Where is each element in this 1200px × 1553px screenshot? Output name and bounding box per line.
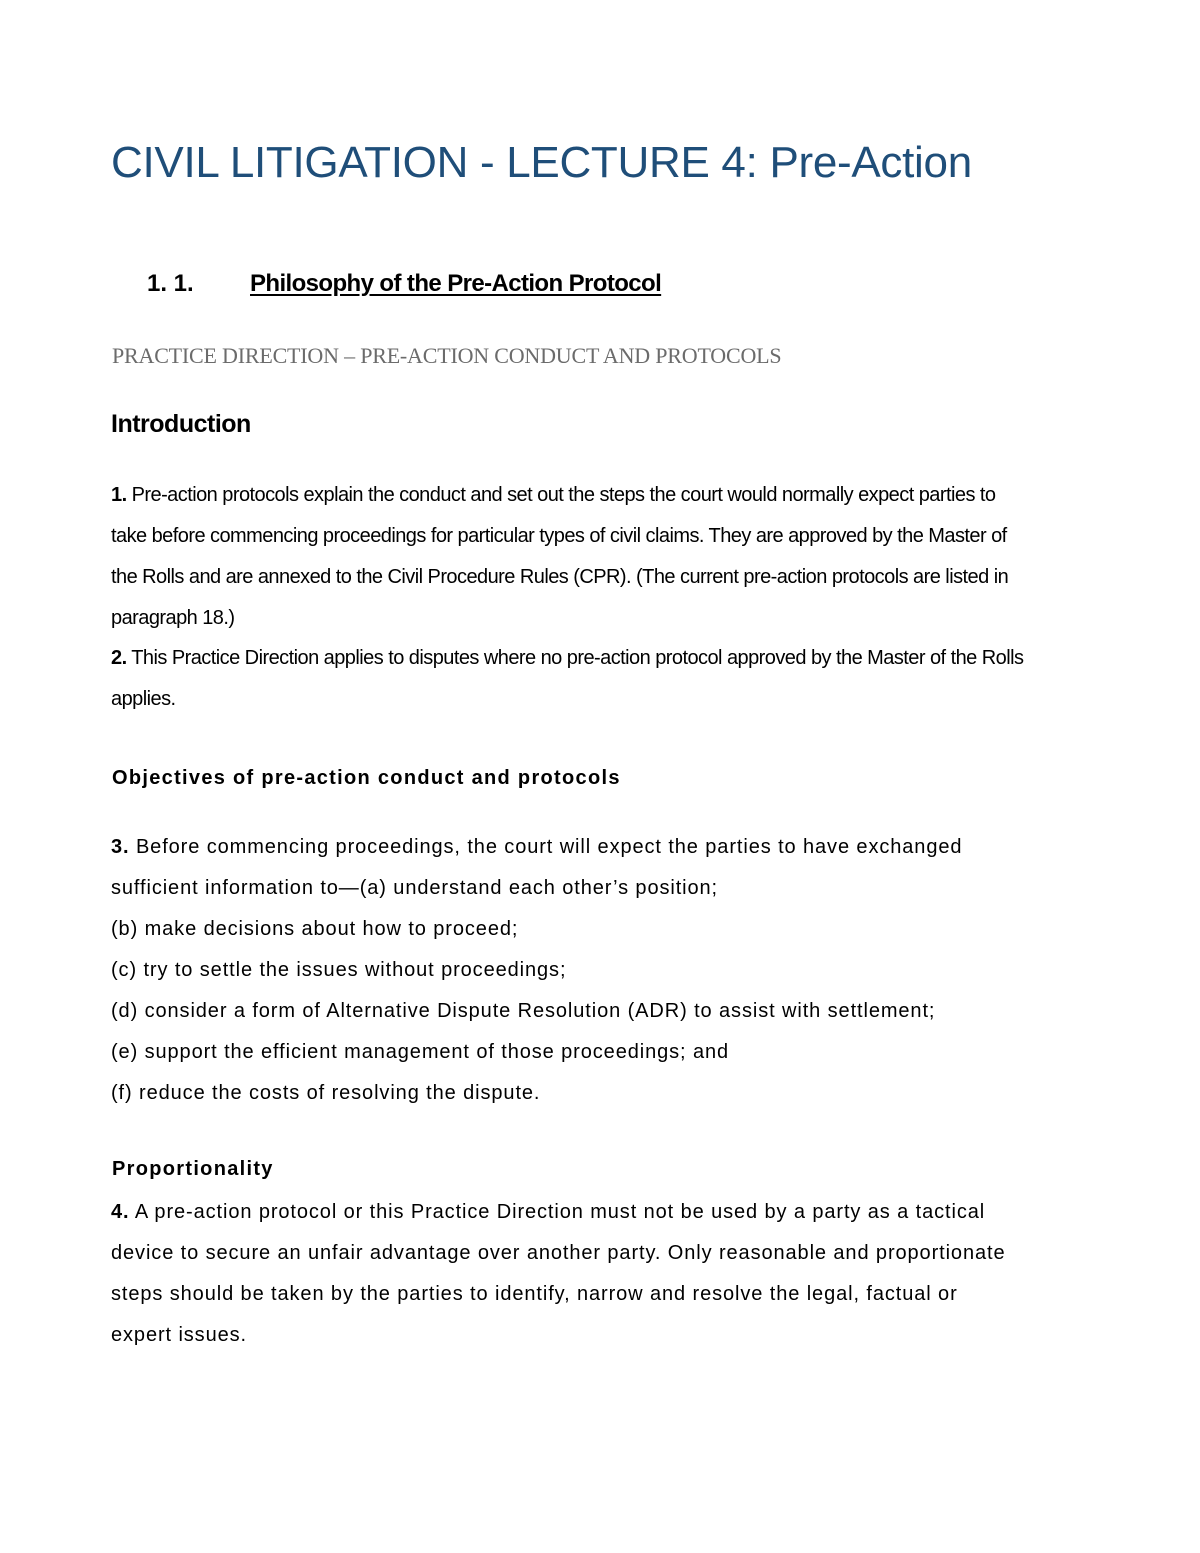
paragraph-line: (b) make decisions about how to proceed; [111,918,519,940]
paragraph-line [111,475,1171,516]
paragraph-line: paragraph 18.) [111,607,235,629]
paragraph-line: expert issues. [111,1324,247,1346]
paragraph-line: applies. [111,688,176,710]
paragraph-line: (c) try to settle the issues without proceedings; [111,959,567,981]
paragraph-line: take before commencing proceedings for particular types of civil claims. They are approved by the Master of [111,525,1007,547]
paragraph-line: steps should be taken by the parties to identify, narrow and resolve the legal, factual or [111,1283,958,1305]
paragraph-4 [111,1192,1171,1356]
paragraph-line [111,638,1171,679]
paragraph-number: 1. [111,484,127,506]
paragraph-line: (d) consider a form of Alternative Dispute Resolution (ADR) to assist with settlement; [111,1000,936,1022]
introduction-heading: Introduction [111,410,251,438]
paragraph-text: Before commencing proceedings, the court will expect the parties to have exchanged [129,836,963,858]
document-title: CIVIL LITIGATION - LECTURE 4: Pre-Action [111,138,972,187]
paragraph-1 [111,475,1171,639]
proportionality-heading: Proportionality [112,1158,274,1180]
paragraph-2 [111,638,1171,720]
paragraph-line: the Rolls and are annexed to the Civil Procedure Rules (CPR). (The current pre-action protocols are listed in [111,566,1009,588]
paragraph-line: (f) reduce the costs of resolving the dispute. [111,1082,541,1104]
paragraph-text: A pre-action protocol or this Practice Direction must not be used by a party as a tactical [129,1201,986,1223]
paragraph-line: sufficient information to—(a) understand each other’s position; [111,877,719,899]
paragraph-text: This Practice Direction applies to disputes where no pre-action protocol approved by the Master of the Rolls [126,647,1024,669]
paragraph-line [111,1192,1171,1233]
paragraph-line [111,827,1171,868]
objectives-heading: Objectives of pre-action conduct and protocols [112,767,621,789]
paragraph-3 [111,827,1171,1114]
paragraph-number: 3. [111,836,130,858]
section-number: 1. 1. [147,270,194,297]
section-title: Philosophy of the Pre-Action Protocol [250,270,662,297]
paragraph-number: 4. [111,1201,130,1223]
practice-direction-heading: PRACTICE DIRECTION – PRE-ACTION CONDUCT AND PROTOCOLS [112,343,782,368]
paragraph-number: 2. [111,647,127,669]
paragraph-line: device to secure an unfair advantage over another party. Only reasonable and proportionate [111,1242,1006,1264]
paragraph-line: (e) support the efficient management of those proceedings; and [111,1041,730,1063]
paragraph-text: Pre-action protocols explain the conduct and set out the steps the court would normally expect parties to [126,484,996,506]
